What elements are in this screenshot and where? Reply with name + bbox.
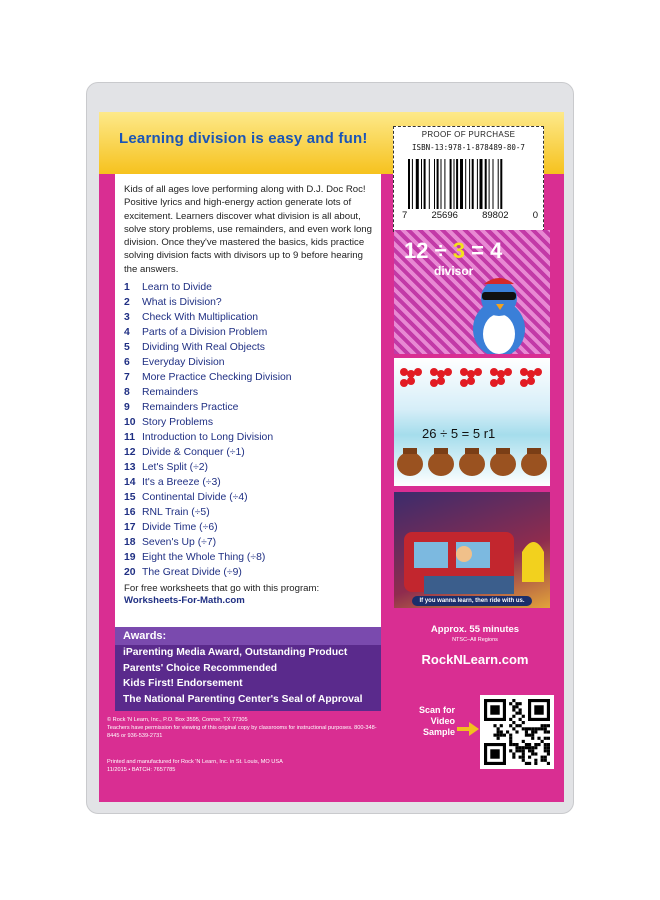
award-item: Kids First! Endorsement bbox=[123, 678, 243, 689]
chapter-number: 12 bbox=[124, 447, 136, 459]
screenshot-remainders bbox=[394, 358, 550, 486]
chapter-title: Continental Divide (÷4) bbox=[142, 492, 248, 504]
awards-header: Awards: bbox=[115, 627, 381, 645]
runtime-info bbox=[405, 624, 545, 643]
award-item: The National Parenting Center's Seal of Approval bbox=[123, 693, 363, 705]
barcode bbox=[408, 159, 534, 209]
chapter-item bbox=[124, 355, 372, 370]
chapter-title: Introduction to Long Division bbox=[142, 432, 274, 444]
arrow-right-icon bbox=[457, 722, 479, 736]
printed-note: Printed and manufactured for Rock 'N Learn, Inc. in St. Louis, MO USA bbox=[107, 759, 283, 765]
penguin-icon bbox=[464, 274, 534, 354]
chapter-item bbox=[124, 535, 372, 550]
barcode-digit-group: 0 bbox=[532, 210, 538, 221]
description: Kids of all ages love performing along with D.J. Doc Roc! Positive lyrics and high-energy action generate lots of excitement. Learners discover what division is all about, solve story problems, use remainders, and even work long division. Once they've mastered the basics, kids practice solving division facts with divisors up to 9 before hearing the answers. bbox=[124, 184, 372, 275]
chapter-number: 14 bbox=[124, 477, 136, 489]
screenshot-train bbox=[394, 492, 550, 608]
chapter-number: 11 bbox=[124, 432, 135, 444]
equation-divisor: 3 bbox=[452, 238, 466, 263]
barcode-digit-group: 25696 bbox=[431, 210, 458, 221]
proof-title: PROOF OF PURCHASE bbox=[421, 130, 516, 139]
chapter-title: Check With Multiplication bbox=[142, 312, 259, 324]
chapter-item bbox=[124, 475, 372, 490]
chapter-item bbox=[124, 385, 372, 400]
headline: Learning division is easy and fun! bbox=[119, 130, 368, 147]
equation-left: 12 ÷ bbox=[404, 238, 453, 263]
chapter-number: 9 bbox=[124, 402, 130, 414]
chapter-title: Everyday Division bbox=[142, 357, 225, 369]
apples-row bbox=[394, 364, 550, 404]
chapter-number: 20 bbox=[124, 567, 136, 579]
chapter-item bbox=[124, 310, 372, 325]
chapter-number: 15 bbox=[124, 492, 136, 504]
chapter-title: The Great Divide (÷9) bbox=[142, 567, 242, 579]
chapter-item bbox=[124, 415, 372, 430]
chapter-title: Story Problems bbox=[142, 417, 214, 429]
chapter-number: 4 bbox=[124, 327, 130, 339]
chapter-number: 10 bbox=[124, 417, 136, 429]
isbn: ISBN-13:978-1-878489-80-7 bbox=[412, 143, 525, 152]
chapter-item bbox=[124, 430, 372, 445]
qr-code[interactable] bbox=[480, 695, 554, 769]
worksheets-text: For free worksheets that go with this program: bbox=[124, 583, 320, 595]
chapter-number: 1 bbox=[124, 282, 130, 294]
chapter-title: Eight the Whole Thing (÷8) bbox=[142, 552, 266, 564]
chapter-list bbox=[124, 280, 372, 580]
chapter-title: More Practice Checking Division bbox=[142, 372, 292, 384]
chapter-item bbox=[124, 565, 372, 580]
chapter-title: Remainders Practice bbox=[142, 402, 239, 414]
chapter-item bbox=[124, 370, 372, 385]
screenshot-divisor bbox=[394, 230, 550, 354]
chapter-item bbox=[124, 505, 372, 520]
chapter-number: 13 bbox=[124, 462, 136, 474]
chapter-number: 16 bbox=[124, 507, 136, 519]
chapter-number: 2 bbox=[124, 297, 130, 309]
copyright: © Rock 'N Learn, Inc., P.O. Box 3595, Conroe, TX 77305 bbox=[107, 717, 248, 723]
chapter-number: 18 bbox=[124, 537, 136, 549]
award-item: Parents' Choice Recommended bbox=[123, 662, 278, 674]
chapter-item bbox=[124, 325, 372, 340]
description-panel bbox=[115, 174, 381, 627]
region-info: NTSC–All Regions bbox=[452, 637, 498, 643]
equation bbox=[404, 238, 502, 264]
barcode-digits bbox=[402, 210, 538, 221]
website[interactable]: RockNLearn.com bbox=[421, 652, 529, 667]
chapter-title: It's a Breeze (÷3) bbox=[142, 477, 221, 489]
chapter-title: Remainders bbox=[142, 387, 199, 399]
chapter-item bbox=[124, 445, 372, 460]
awards-panel bbox=[115, 627, 381, 711]
scan-label: Scan for Video Sample bbox=[418, 705, 455, 737]
barcode-digit-group: 89802 bbox=[482, 210, 509, 221]
chapter-number: 17 bbox=[124, 522, 136, 534]
divisor-label: divisor bbox=[434, 264, 474, 278]
chapter-number: 3 bbox=[124, 312, 130, 324]
chapter-item bbox=[124, 550, 372, 565]
dvd-back-cover bbox=[99, 112, 564, 802]
chapter-number: 19 bbox=[124, 552, 136, 564]
chapter-item bbox=[124, 520, 372, 535]
award-item: iParenting Media Award, Outstanding Product bbox=[123, 647, 348, 658]
runtime-minutes: Approx. 55 minutes bbox=[430, 624, 520, 635]
chapter-title: Divide & Conquer (÷1) bbox=[142, 447, 245, 459]
chapter-title: What is Division? bbox=[142, 297, 222, 309]
barcode-digit-group: 7 bbox=[402, 210, 408, 221]
batch-note: 11/2015 • BATCH: 7657785 bbox=[107, 767, 176, 773]
chapter-item bbox=[124, 340, 372, 355]
train-icon bbox=[394, 492, 550, 608]
chapter-title: Dividing With Real Objects bbox=[142, 342, 265, 354]
chapter-item bbox=[124, 460, 372, 475]
worksheets-note bbox=[124, 583, 372, 607]
equation-right: = 4 bbox=[465, 238, 503, 263]
baskets-row bbox=[394, 446, 550, 484]
chapter-title: RNL Train (÷5) bbox=[142, 507, 210, 519]
chapter-title: Divide Time (÷6) bbox=[142, 522, 218, 534]
chapter-title: Learn to Divide bbox=[142, 282, 212, 294]
chapter-number: 8 bbox=[124, 387, 130, 399]
chapter-item bbox=[124, 280, 372, 295]
chapter-item bbox=[124, 295, 372, 310]
chapter-number: 6 bbox=[124, 357, 130, 369]
permission-note: Teachers have permission for viewing of this original copy by classrooms for instructional purposes. 800-348-8445 or 936-539-2731 bbox=[107, 725, 377, 739]
chapter-number: 7 bbox=[124, 372, 130, 384]
chapter-title: Seven's Up (÷7) bbox=[142, 537, 217, 549]
chapter-number: 5 bbox=[124, 342, 130, 354]
chapter-title: Parts of a Division Problem bbox=[142, 327, 268, 339]
chapter-item bbox=[124, 490, 372, 505]
video-caption: If you wanna learn, then ride with us. bbox=[412, 596, 532, 606]
proof-of-purchase bbox=[393, 126, 544, 232]
qr-code-pattern bbox=[484, 699, 550, 765]
remainder-equation: 26 ÷ 5 = 5 r1 bbox=[422, 426, 496, 441]
chapter-item bbox=[124, 400, 372, 415]
worksheets-link[interactable]: Worksheets-For-Math.com bbox=[124, 595, 245, 607]
chapter-title: Let's Split (÷2) bbox=[142, 462, 209, 474]
